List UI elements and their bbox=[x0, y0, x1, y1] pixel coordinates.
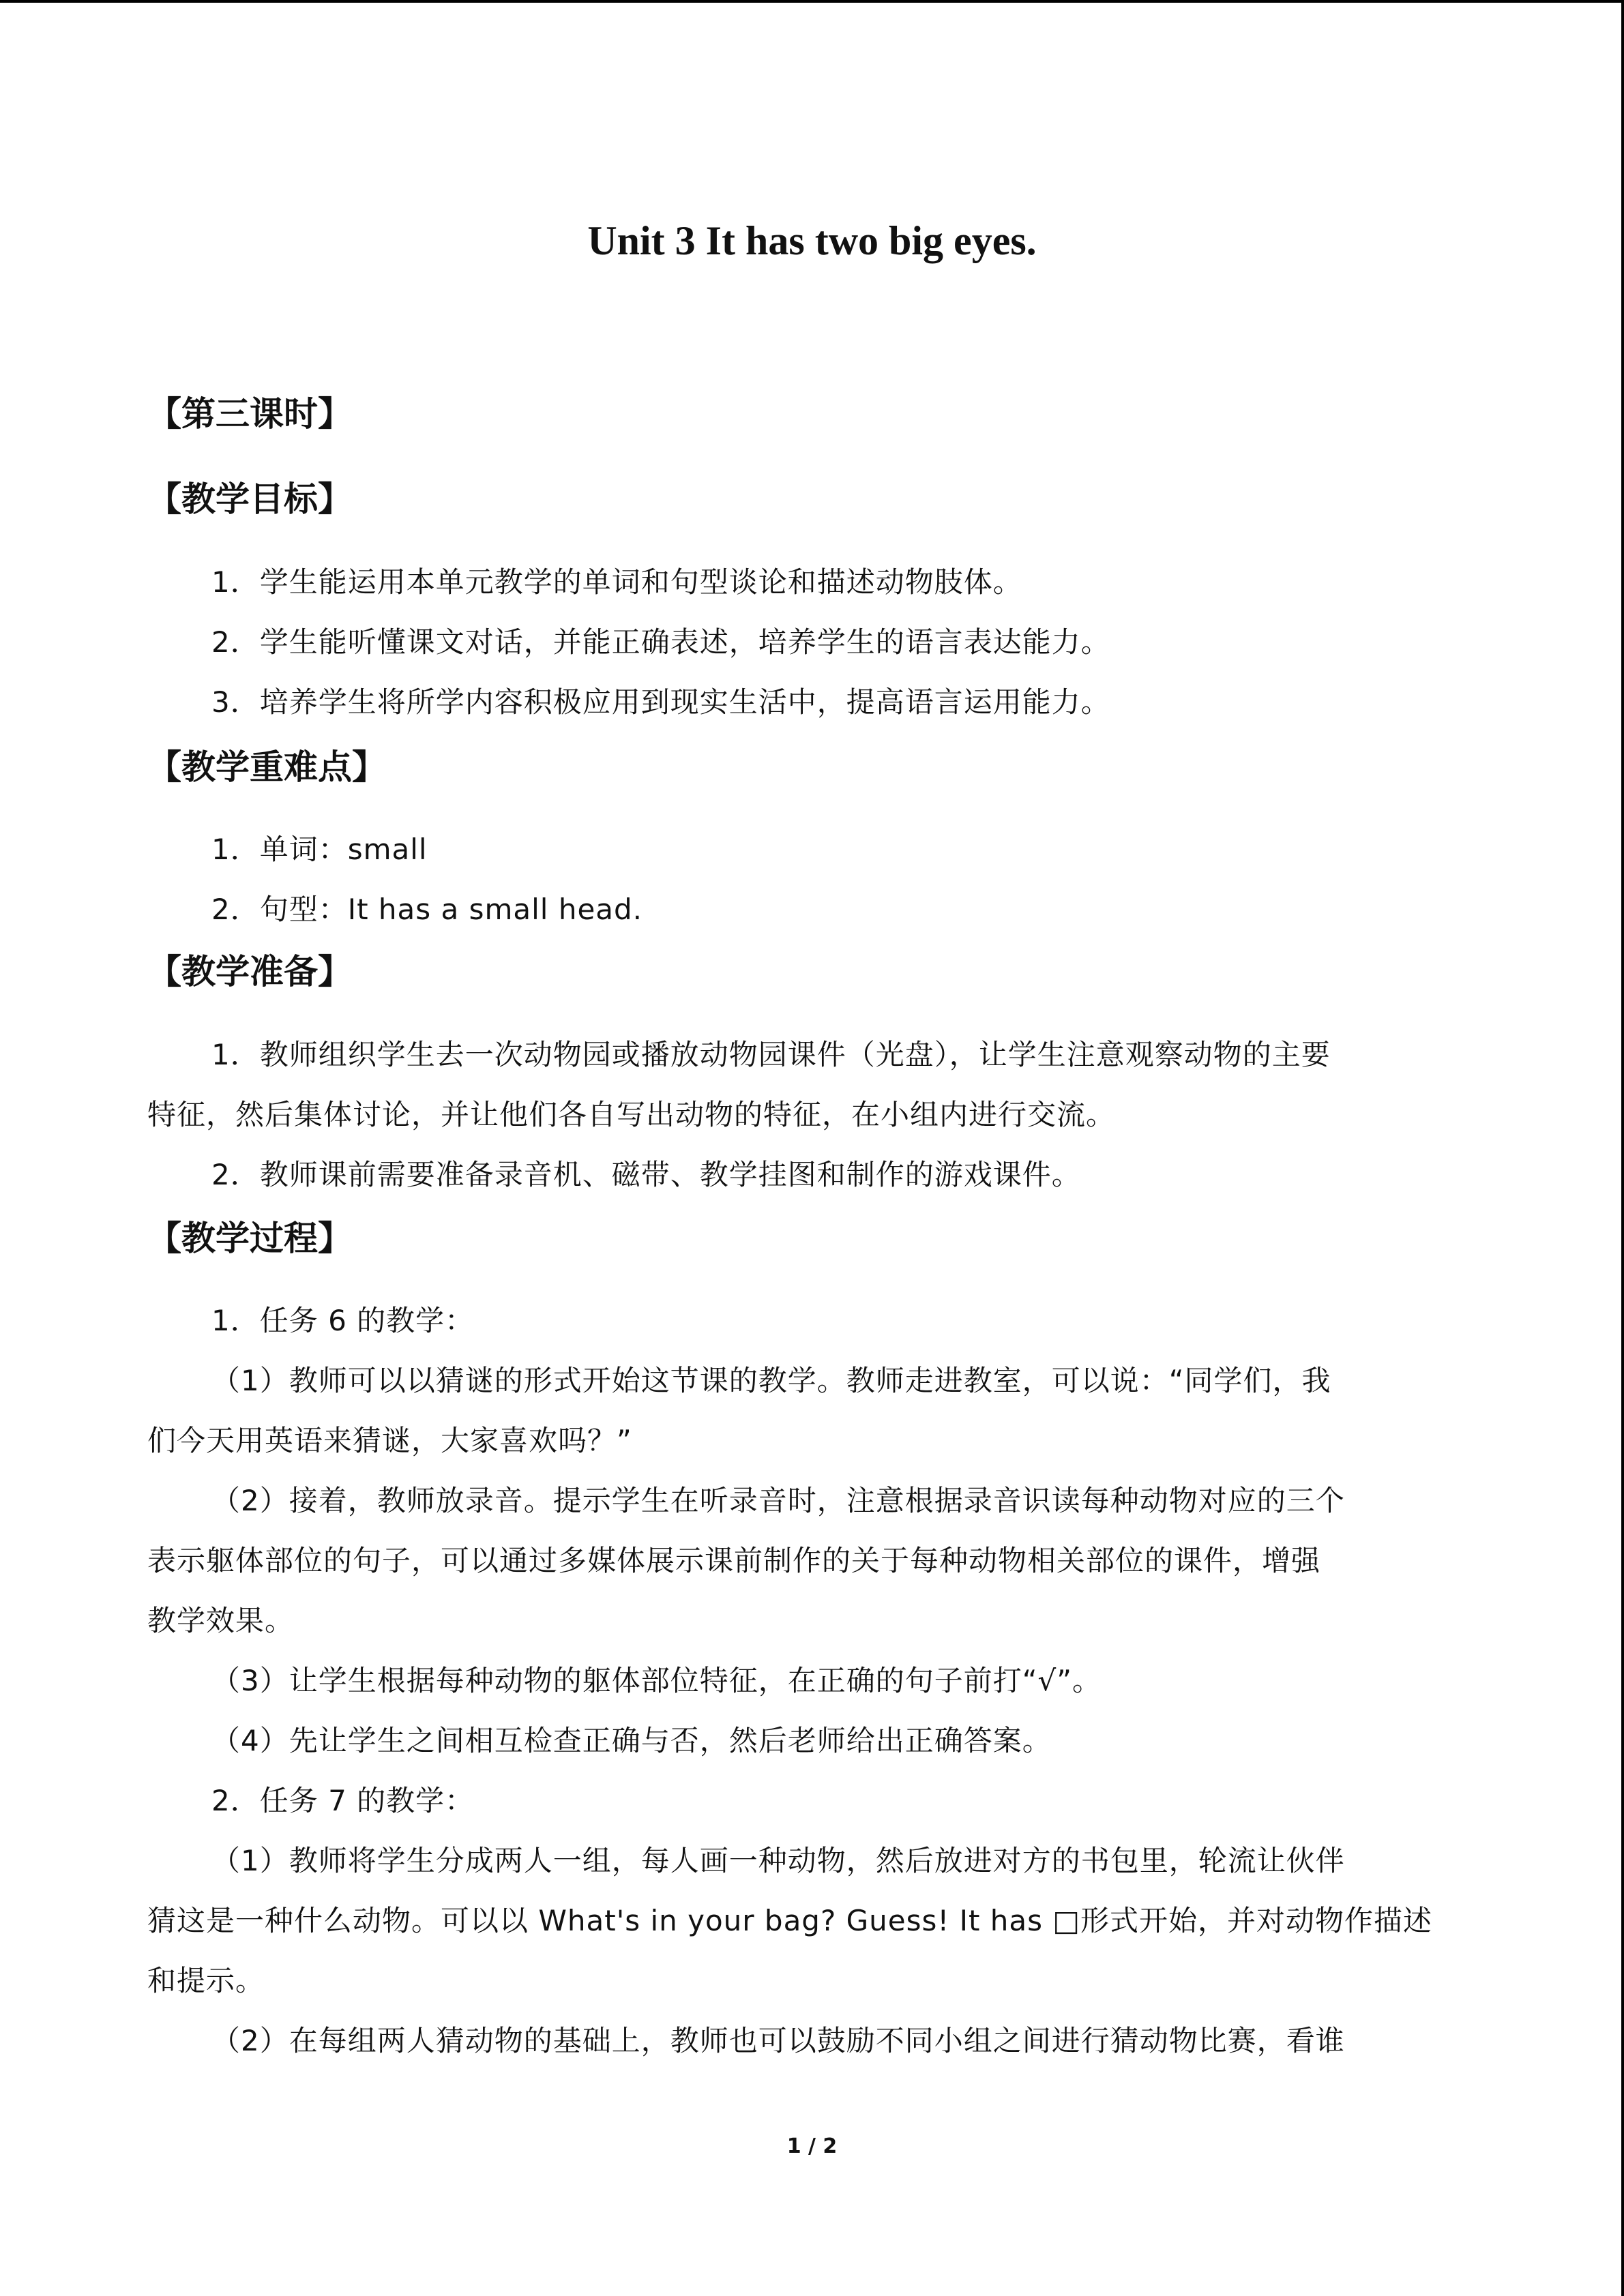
preparation-paragraph-line: 2．教师课前需要准备录音机、磁带、教学挂图和制作的游戏课件。 bbox=[211, 1158, 1081, 1191]
process-task-title: 2．任务 7 的教学： bbox=[211, 1784, 475, 1817]
key-point-item: 1．单词：small bbox=[211, 833, 428, 866]
process-task-title: 1．任务 6 的教学： bbox=[211, 1304, 475, 1337]
objective-item: 2．学生能听懂课文对话，并能正确表述，培养学生的语言表达能力。 bbox=[211, 625, 1110, 659]
process-paragraph-line: 表示躯体部位的句子，可以通过多媒体展示课前制作的关于每种动物相关部位的课件，增强 bbox=[147, 1544, 1321, 1577]
section-heading-lesson: 【第三课时】 bbox=[147, 394, 352, 434]
page-border-right bbox=[1621, 0, 1624, 2296]
key-point-item: 2．句型：It has a small head. bbox=[211, 893, 643, 926]
objective-item: 1．学生能运用本单元教学的单词和句型谈论和描述动物肢体。 bbox=[211, 565, 1022, 599]
process-paragraph-line: （3）让学生根据每种动物的躯体部位特征，在正确的句子前打“√”。 bbox=[211, 1664, 1102, 1697]
process-paragraph-line: （1）教师可以以猜谜的形式开始这节课的教学。教师走进教室，可以说：“同学们，我 bbox=[211, 1364, 1331, 1397]
process-paragraph-line: （1）教师将学生分成两人一组，每人画一种动物，然后放进对方的书包里，轮流让伙伴 bbox=[211, 1844, 1345, 1877]
page-number: 1 / 2 bbox=[786, 2134, 838, 2158]
preparation-paragraph-line: 1．教师组织学生去一次动物园或播放动物园课件（光盘），让学生注意观察动物的主要 bbox=[211, 1038, 1331, 1071]
preparation-paragraph-line: 特征，然后集体讨论，并让他们各自写出动物的特征，在小组内进行交流。 bbox=[147, 1098, 1116, 1131]
process-paragraph-line: 们今天用英语来猜谜，大家喜欢吗？” bbox=[147, 1424, 632, 1457]
process-paragraph-line: 教学效果。 bbox=[147, 1604, 295, 1637]
process-paragraph-line: （2）接着，教师放录音。提示学生在听录音时，注意根据录音识读每种动物对应的三个 bbox=[211, 1484, 1345, 1517]
objective-item: 3．培养学生将所学内容积极应用到现实生活中，提高语言运用能力。 bbox=[211, 685, 1110, 719]
process-paragraph-line: 猜这是一种什么动物。可以以 What's in your bag? Guess! It has □形式开始，并对动物作描述 bbox=[147, 1904, 1433, 1937]
section-heading-process: 【教学过程】 bbox=[147, 1219, 352, 1258]
section-heading-preparation: 【教学准备】 bbox=[147, 952, 352, 992]
process-paragraph-line: 和提示。 bbox=[147, 1964, 265, 1997]
document-title: Unit 3 It has two big eyes. bbox=[587, 218, 1037, 263]
section-heading-key-points: 【教学重难点】 bbox=[147, 747, 386, 787]
process-paragraph-line: （2）在每组两人猜动物的基础上，教师也可以鼓励不同小组之间进行猜动物比赛，看谁 bbox=[211, 2024, 1345, 2057]
process-paragraph-line: （4）先让学生之间相互检查正确与否，然后老师给出正确答案。 bbox=[211, 1724, 1052, 1757]
page-border-top bbox=[0, 0, 1624, 3]
section-heading-objectives: 【教学目标】 bbox=[147, 479, 352, 519]
